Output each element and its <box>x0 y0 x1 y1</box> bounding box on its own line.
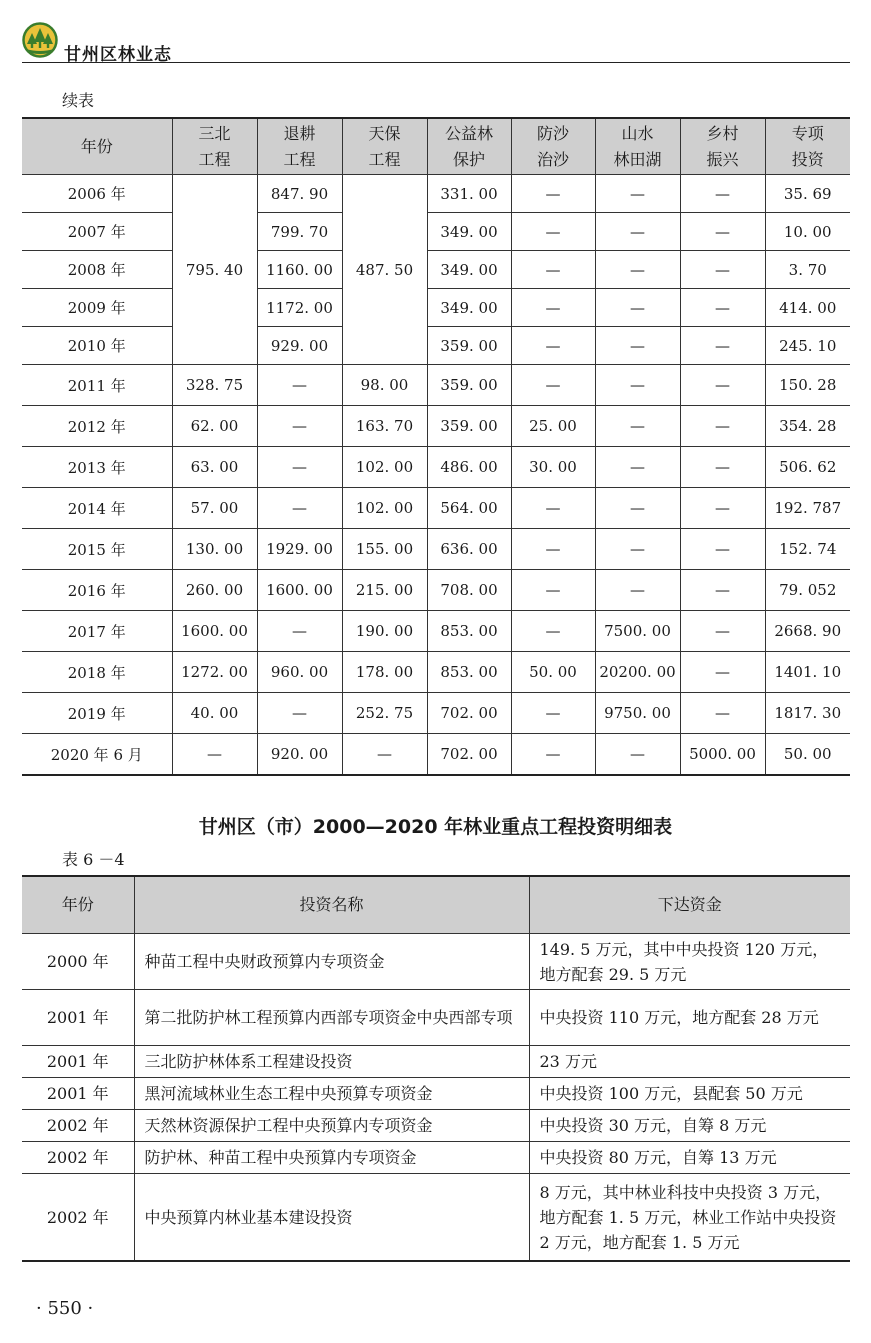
cell-name: 黑河流域林业生态工程中央预算专项资金 <box>134 1078 529 1110</box>
table-row <box>22 447 850 488</box>
cell: 62. 00 <box>172 406 257 447</box>
table-row <box>22 1142 850 1174</box>
cell-name: 种苗工程中央财政预算内专项资金 <box>134 934 529 990</box>
cell: — <box>257 365 342 406</box>
col-header-tuigeng: 退耕 工程 <box>257 118 342 175</box>
cell: 359. 00 <box>427 406 511 447</box>
cell: 920. 00 <box>257 734 342 776</box>
cell-year: 2000 年 <box>22 934 134 990</box>
cell: — <box>172 734 257 776</box>
cell: 331. 00 <box>427 175 511 213</box>
table2-title: 甘州区（市）2000—2020 年林业重点工程投资明细表 <box>198 816 673 838</box>
cell-tianbao-merged: 487. 50 <box>342 175 427 365</box>
cell-year: 2010 年 <box>22 327 172 365</box>
cell: 708. 00 <box>427 570 511 611</box>
table-row <box>22 990 850 1046</box>
forest-logo-icon <box>22 22 58 58</box>
cell: 190. 00 <box>342 611 427 652</box>
cell: 1929. 00 <box>257 529 342 570</box>
col-header-sanbei: 三北 工程 <box>172 118 257 175</box>
cell: — <box>257 488 342 529</box>
cell: 1817. 30 <box>765 693 850 734</box>
col-header-xiangcun: 乡村 振兴 <box>680 118 765 175</box>
cell-year: 2002 年 <box>22 1174 134 1262</box>
cell: 799. 70 <box>257 213 342 251</box>
cell-year: 2007 年 <box>22 213 172 251</box>
cell: — <box>257 611 342 652</box>
cell: — <box>680 488 765 529</box>
cell: 98. 00 <box>342 365 427 406</box>
cell: — <box>595 327 680 365</box>
cell-name: 第二批防护林工程预算内西部专项资金中央西部专项 <box>134 990 529 1046</box>
cell: 636. 00 <box>427 529 511 570</box>
cell: 35. 69 <box>765 175 850 213</box>
cell-year: 2006 年 <box>22 175 172 213</box>
cell-year: 2008 年 <box>22 251 172 289</box>
cell: 1600. 00 <box>172 611 257 652</box>
table2-header-row <box>22 876 850 934</box>
col-header-tianbao: 天保 工程 <box>342 118 427 175</box>
cell: 178. 00 <box>342 652 427 693</box>
cell-year: 2014 年 <box>22 488 172 529</box>
cell: 50. 00 <box>765 734 850 776</box>
cell: 252. 75 <box>342 693 427 734</box>
cell: 163. 70 <box>342 406 427 447</box>
cell: 155. 00 <box>342 529 427 570</box>
cell: — <box>257 693 342 734</box>
table-row <box>22 529 850 570</box>
cell-year: 2012 年 <box>22 406 172 447</box>
cell-year: 2015 年 <box>22 529 172 570</box>
cell: 2668. 90 <box>765 611 850 652</box>
cell: — <box>595 734 680 776</box>
cell: — <box>680 213 765 251</box>
cell: 414. 00 <box>765 289 850 327</box>
cell-year: 2002 年 <box>22 1142 134 1174</box>
cell-year: 2019 年 <box>22 693 172 734</box>
cell: — <box>511 289 595 327</box>
cell: 215. 00 <box>342 570 427 611</box>
cell: 349. 00 <box>427 251 511 289</box>
table-row <box>22 488 850 529</box>
cell: — <box>595 488 680 529</box>
cell: 486. 00 <box>427 447 511 488</box>
cell: 702. 00 <box>427 693 511 734</box>
cell: 1172. 00 <box>257 289 342 327</box>
cell: — <box>680 175 765 213</box>
cell: 5000. 00 <box>680 734 765 776</box>
cell: 1272. 00 <box>172 652 257 693</box>
cell: — <box>680 570 765 611</box>
table-row <box>22 1046 850 1078</box>
cell: 359. 00 <box>427 365 511 406</box>
cell: — <box>511 251 595 289</box>
cell-amount: 8 万元，其中林业科技中央投资 3 万元，地方配套 1. 5 万元，林业工作站中央投资 2 万元，地方配套 1. 5 万元 <box>529 1174 850 1262</box>
cell-year: 2017 年 <box>22 611 172 652</box>
cell: 349. 00 <box>427 213 511 251</box>
table-row <box>22 175 850 213</box>
table-row <box>22 365 850 406</box>
col-header-fangsha: 防沙 治沙 <box>511 118 595 175</box>
cell-amount: 中央投资 100 万元，县配套 50 万元 <box>529 1078 850 1110</box>
investment-table-continued <box>22 117 850 776</box>
cell-year: 2020 年 6 月 <box>22 734 172 776</box>
table-row <box>22 251 850 289</box>
cell: — <box>680 447 765 488</box>
cell: 50. 00 <box>511 652 595 693</box>
cell: 150. 28 <box>765 365 850 406</box>
cell: 40. 00 <box>172 693 257 734</box>
cell-year: 2011 年 <box>22 365 172 406</box>
cell: 1600. 00 <box>257 570 342 611</box>
cell-name: 中央预算内林业基本建设投资 <box>134 1174 529 1262</box>
cell: — <box>511 488 595 529</box>
cell-year: 2013 年 <box>22 447 172 488</box>
cell: — <box>680 251 765 289</box>
cell: — <box>511 213 595 251</box>
table-row <box>22 1110 850 1142</box>
cell: — <box>680 406 765 447</box>
cell: 130. 00 <box>172 529 257 570</box>
table-row <box>22 934 850 990</box>
cell-amount: 23 万元 <box>529 1046 850 1078</box>
cell: 10. 00 <box>765 213 850 251</box>
cell-year: 2001 年 <box>22 1046 134 1078</box>
cell: 853. 00 <box>427 611 511 652</box>
cell: 853. 00 <box>427 652 511 693</box>
table-row <box>22 213 850 251</box>
table-row <box>22 734 850 776</box>
table1-continued-note: 续表 <box>62 91 95 110</box>
col-header-year: 年份 <box>22 876 134 934</box>
col-header-investment-name: 投资名称 <box>134 876 529 934</box>
cell: — <box>511 570 595 611</box>
investment-detail-table <box>22 875 850 1262</box>
cell: — <box>680 327 765 365</box>
cell: 57. 00 <box>172 488 257 529</box>
cell-name: 三北防护林体系工程建设投资 <box>134 1046 529 1078</box>
cell: 349. 00 <box>427 289 511 327</box>
col-header-gongyilin: 公益林 保护 <box>427 118 511 175</box>
table-row <box>22 1174 850 1262</box>
cell: — <box>680 529 765 570</box>
cell: 702. 00 <box>427 734 511 776</box>
cell-year: 2009 年 <box>22 289 172 327</box>
cell: — <box>595 365 680 406</box>
cell: 359. 00 <box>427 327 511 365</box>
cell: 7500. 00 <box>595 611 680 652</box>
cell-amount: 中央投资 30 万元，自筹 8 万元 <box>529 1110 850 1142</box>
cell: — <box>595 213 680 251</box>
cell: 9750. 00 <box>595 693 680 734</box>
table-row <box>22 406 850 447</box>
cell: — <box>511 529 595 570</box>
cell-year: 2002 年 <box>22 1110 134 1142</box>
cell: — <box>342 734 427 776</box>
cell: — <box>595 289 680 327</box>
cell: 564. 00 <box>427 488 511 529</box>
cell: — <box>511 175 595 213</box>
cell: 506. 62 <box>765 447 850 488</box>
cell-amount: 中央投资 110 万元，地方配套 28 万元 <box>529 990 850 1046</box>
cell: — <box>595 529 680 570</box>
table2-number: 表 6 －4 <box>62 850 125 869</box>
cell-year: 2016 年 <box>22 570 172 611</box>
cell: 354. 28 <box>765 406 850 447</box>
cell: — <box>511 693 595 734</box>
cell: 847. 90 <box>257 175 342 213</box>
cell: 192. 787 <box>765 488 850 529</box>
cell: 25. 00 <box>511 406 595 447</box>
cell: 79. 052 <box>765 570 850 611</box>
cell: — <box>257 406 342 447</box>
page-number: · 550 · <box>36 1298 94 1319</box>
header-rule <box>22 62 850 63</box>
cell: 3. 70 <box>765 251 850 289</box>
col-header-shanshui: 山水 林田湖 <box>595 118 680 175</box>
table-row <box>22 693 850 734</box>
cell: — <box>595 406 680 447</box>
cell: 30. 00 <box>511 447 595 488</box>
cell: — <box>680 289 765 327</box>
cell: — <box>595 251 680 289</box>
cell: 260. 00 <box>172 570 257 611</box>
table-row <box>22 652 850 693</box>
cell: — <box>257 447 342 488</box>
cell: 152. 74 <box>765 529 850 570</box>
cell: 328. 75 <box>172 365 257 406</box>
cell-amount: 149. 5 万元，其中中央投资 120 万元，地方配套 29. 5 万元 <box>529 934 850 990</box>
table-row <box>22 570 850 611</box>
cell-sanbei-merged: 795. 40 <box>172 175 257 365</box>
cell: — <box>595 447 680 488</box>
book-title: 甘州区林业志 <box>64 45 172 65</box>
cell-amount: 中央投资 80 万元，自筹 13 万元 <box>529 1142 850 1174</box>
cell: 1160. 00 <box>257 251 342 289</box>
cell: 929. 00 <box>257 327 342 365</box>
cell-year: 2018 年 <box>22 652 172 693</box>
cell: — <box>595 175 680 213</box>
cell: 245. 10 <box>765 327 850 365</box>
cell: 20200. 00 <box>595 652 680 693</box>
table-row <box>22 611 850 652</box>
cell: 63. 00 <box>172 447 257 488</box>
col-header-allocated-funds: 下达资金 <box>529 876 850 934</box>
cell: 102. 00 <box>342 488 427 529</box>
col-header-zhuanxiang: 专项 投资 <box>765 118 850 175</box>
cell: 102. 00 <box>342 447 427 488</box>
table-row <box>22 289 850 327</box>
table-row <box>22 327 850 365</box>
cell-name: 防护林、种苗工程中央预算内专项资金 <box>134 1142 529 1174</box>
cell: 960. 00 <box>257 652 342 693</box>
cell-year: 2001 年 <box>22 1078 134 1110</box>
cell-year: 2001 年 <box>22 990 134 1046</box>
cell: — <box>511 365 595 406</box>
cell: — <box>511 327 595 365</box>
cell: 1401. 10 <box>765 652 850 693</box>
cell: — <box>511 734 595 776</box>
cell: — <box>595 570 680 611</box>
cell: — <box>680 652 765 693</box>
cell-name: 天然林资源保护工程中央预算内专项资金 <box>134 1110 529 1142</box>
cell: — <box>511 611 595 652</box>
col-header-year: 年份 <box>22 118 172 175</box>
cell: — <box>680 365 765 406</box>
table-row <box>22 1078 850 1110</box>
table1-header-row <box>22 118 850 175</box>
cell: — <box>680 693 765 734</box>
cell: — <box>680 611 765 652</box>
